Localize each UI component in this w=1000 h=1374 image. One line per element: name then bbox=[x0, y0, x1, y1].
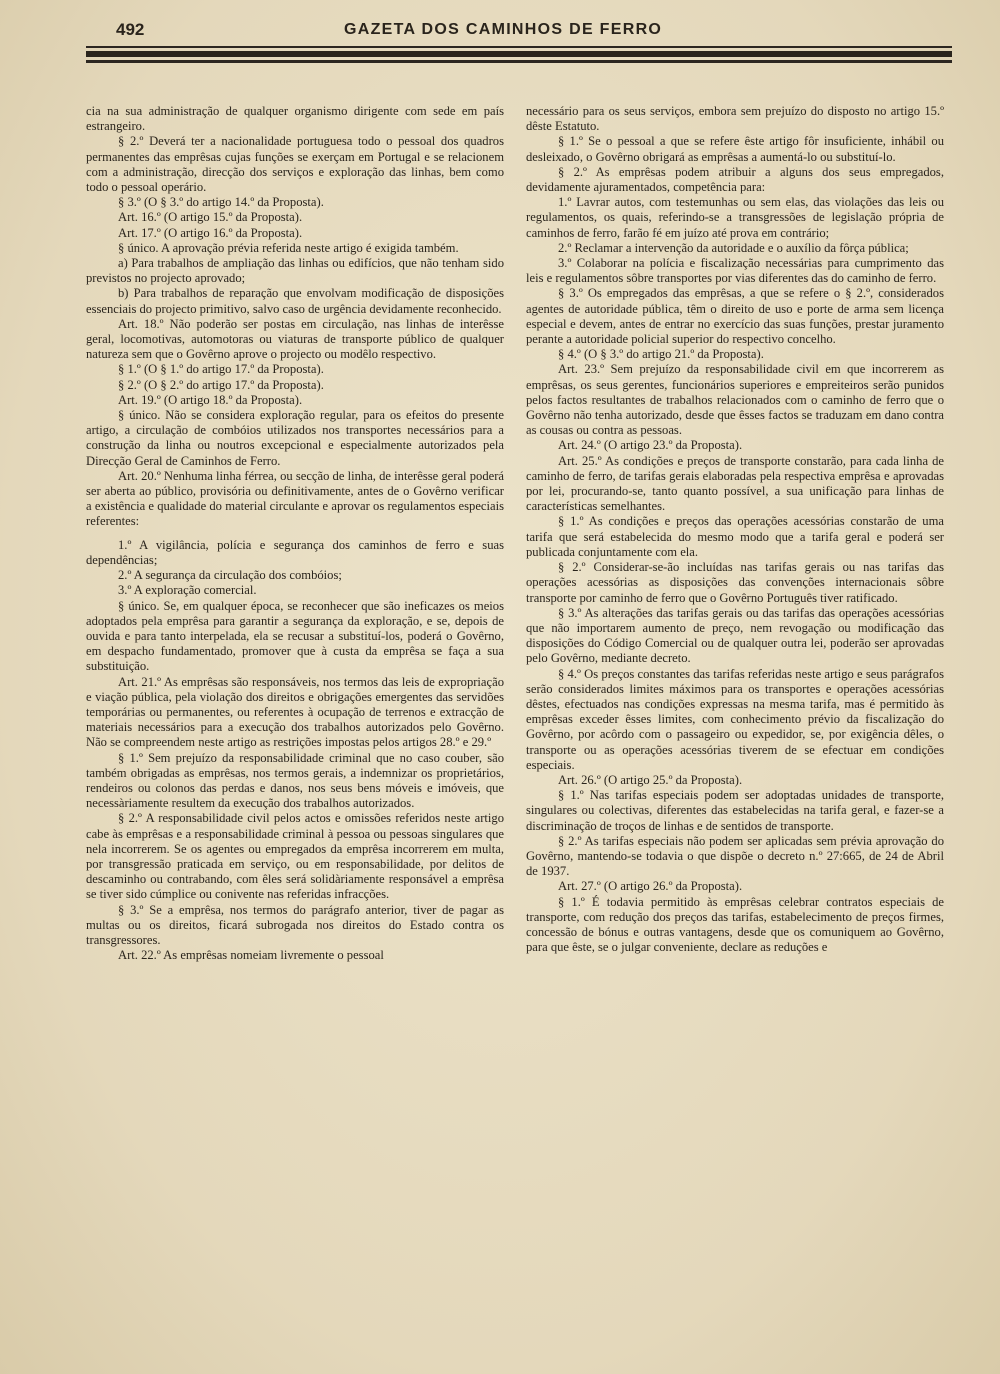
header-rule-bottom bbox=[86, 60, 952, 63]
paragraph: Art. 20.º Nenhuma linha férrea, ou secção de linha, de interêsse geral poderá ser aberta ao público, provisória ou definitivamente, antes de o Govêrno verificar a existência e qualidade do material circulante e aprovar os regulamentos especiais referentes: bbox=[86, 468, 504, 529]
paragraph: § único. Não se considera exploração regular, para os efeitos do presente artigo, a circulação de combóios utilizados nos transportes necessários para a construção da linha ou noutros excepcional e especialmente autorizados pela Direcção Geral de Caminhos de Ferro. bbox=[86, 408, 504, 468]
paragraph: § 4.º (O § 3.º do artigo 21.º da Proposta). bbox=[558, 347, 764, 362]
paragraph: § 2.º Deverá ter a nacionalidade portuguesa todo o pessoal dos quadros permanentes das emprêsas cujas funções se exerçam em Portugal e se relacionem com a administração, direcção dos serviços e exploração das linhas, bem como todo o pessoal operário. bbox=[86, 134, 504, 195]
paragraph: Art. 26.º (O artigo 25.º da Proposta). bbox=[558, 772, 743, 787]
paragraph: Art. 21.º As emprêsas são responsáveis, nos termos das leis de expropriação e viação pública, pela violação dos direitos e obrigações emergentes das servidões temporárias ou permanentes, ou referentes à ocupação de terrenos e extracção de materiais necessários para a execução dos trabalhos autorizados pelo Govêrno. Não se compreendem neste artigo as restrições impostas pelos artigos 28.º e 29.º bbox=[86, 674, 504, 750]
paragraph: § 1.º Se o pessoal a que se refere êste artigo fôr insuficiente, inhábil ou desleixado, o Govêrno obrigará as emprêsas a aumentá-lo ou substituí-lo. bbox=[526, 134, 944, 164]
paragraph: Art. 23.º Sem prejuízo da responsabilidade civil em que incorrerem as emprêsas, os seus gerentes, funcionários superiores e empreiteiros serão punidos pelos factos resultantes de trabalhos relacionados com o caminho de ferro que o Govêrno não tenha autorizado, desde que êsses factos se traduzam em dano contra as cousas ou contra as pessoas. bbox=[526, 362, 944, 438]
paragraph: § 1.º Nas tarifas especiais podem ser adoptadas unidades de transporte, singulares ou colectivas, diferentes das estabelecidas na tarifa geral, e fazer-se a discriminação de troços de linhas e de sentidos de transporte. bbox=[526, 788, 944, 833]
paragraph: § único. Se, em qualquer época, se reconhecer que são ineficazes os meios adoptados pela emprêsa para garantir a segurança da exploração, e se, depois de ouvida e para tanto interpelada, ela se recusar a substituí-los, poderá o Govêrno, em despacho fundamentado, promover que à custa da emprêsa se faça a sua substituição. bbox=[86, 598, 504, 674]
paragraph: § 2.º A responsabilidade civil pelos actos e omissões referidos neste artigo cabe às emprêsas e a responsabilidade criminal à pessoa ou pessoas singulares que nela incorrerem. Se os agentes ou empregados da emprêsa incorrerem em multa, por transgressão praticada em serviço, ou em responsabilidade, por delitos de descaminho ou contrabando, com êles será solidàriamente responsável a emprêsa se tiver sido cúmplice ou conivente nas referidas infracções. bbox=[86, 811, 504, 902]
page-number: 492 bbox=[116, 20, 145, 39]
paragraph: § 2.º As tarifas especiais não podem ser aplicadas sem prévia aprovação do Govêrno, mantendo-se todavia o que dispõe o decreto n.º 27:665, de 24 de Abril de 1937. bbox=[526, 833, 944, 879]
right-text-column bbox=[526, 104, 944, 955]
paragraph: cia na sua administração de qualquer organismo dirigente com sede em país estrangeiro. bbox=[86, 104, 504, 134]
paragraph: Art. 17.º (O artigo 16.º da Proposta). bbox=[118, 225, 303, 240]
paragraph: § 1.º Sem prejuízo da responsabilidade criminal que no caso couber, são também obrigadas as emprêsas, nos termos gerais, a indemnizar os proprietários, rendeiros ou colonos das perdas e danos, nos seus bens móveis e imóveis, que necessàriamente resultem da execução dos trabalhos autorizados. bbox=[86, 750, 504, 811]
paragraph-gap bbox=[86, 530, 504, 538]
paragraph: Art. 18.º Não poderão ser postas em circulação, nas linhas de interêsse geral, locomotivas, automotoras ou viaturas de transporte público de qualquer natureza sem que o Govêrno aprove o projecto ou modêlo respectivo. bbox=[86, 316, 504, 362]
paragraph: 1.º Lavrar autos, com testemunhas ou sem elas, das violações das leis ou regulamentos, os quais, referindo-se a transgressões de legislação própria de caminhos de ferro, farão fé em juízo até prova em contrário; bbox=[526, 195, 944, 240]
paragraph: 3.º A exploração comercial. bbox=[118, 583, 257, 598]
left-text-column bbox=[86, 104, 504, 963]
paragraph: § 3.º Os empregados das emprêsas, a que se refere o § 2.º, considerados agentes de autoridade pública, têm o direito de uso e porte de arma sem licença especial e devem, antes de entrar no exercício das suas funções, prestar juramento perante a autoridade policial superior do respectivo concelho. bbox=[526, 286, 944, 347]
header-rule-top bbox=[86, 46, 952, 48]
paragraph: § único. A aprovação prévia referida neste artigo é exigida também. bbox=[118, 240, 459, 255]
paragraph: Art. 22.º As emprêsas nomeiam livremente o pessoal bbox=[118, 948, 384, 963]
paragraph: § 1.º (O § 1.º do artigo 17.º da Proposta). bbox=[118, 362, 324, 377]
paragraph: b) Para trabalhos de reparação que envolvam modificação de disposições essenciais do projecto primitivo, salvo caso de urgência devidamente reconhecido. bbox=[86, 286, 504, 316]
paragraph: § 2.º As emprêsas podem atribuir a alguns dos seus empregados, devidamente ajuramentados, competência para: bbox=[526, 164, 944, 195]
paragraph: § 1.º As condições e preços das operações acessórias constarão de uma tarifa que será estabelecida do mesmo modo que a tarifa geral e poderá ser publicada conjuntamente com ela. bbox=[526, 514, 944, 559]
journal-title: GAZETA DOS CAMINHOS DE FERRO bbox=[344, 21, 663, 38]
page-header bbox=[86, 18, 948, 46]
paragraph: § 4.º Os preços constantes das tarifas referidas neste artigo e seus parágrafos serão considerados limites máximos para os transportes e operações acessórias dêstes, efectuados nas condições expressas na mesma tarifa, mas é permitido às emprêsas exceder êsses limites, com conhecimento prévio da fiscalização do Govêrno, por acôrdo com o passageiro ou expedidor, se, por exigência dêles, o transporte ou as operações acessórias tiverem de se efectuar em condições especiais. bbox=[526, 666, 944, 772]
paragraph: § 3.º As alterações das tarifas gerais ou das tarifas das operações acessórias que não importarem aumento de preço, nem revogação ou modificação das disposições do Código Comercial ou de qualquer outra lei, poderão ser aprovadas pelo Govêrno, mediante decreto. bbox=[526, 605, 944, 666]
paragraph: Art. 25.º As condições e preços de transporte constarão, para cada linha de caminho de ferro, de tarifas gerais elaboradas pela respectiva emprêsa e aprovadas por lei, procurando-se, tanto quanto possível, a sua unificação para linhas de características semelhantes. bbox=[526, 453, 944, 514]
paragraph: 2.º A segurança da circulação dos combóios; bbox=[118, 568, 342, 583]
paragraph: Art. 16.º (O artigo 15.º da Proposta). bbox=[118, 210, 303, 225]
paragraph: § 2.º Considerar-se-ão incluídas nas tarifas gerais ou nas tarifas das operações acessórias as disposições das convenções internacionais sôbre transporte por caminho de ferro que o Govêrno Português tiver ratificado. bbox=[526, 560, 944, 605]
header-rule-middle bbox=[86, 51, 952, 57]
paragraph: Art. 19.º (O artigo 18.º da Proposta). bbox=[118, 392, 303, 407]
paragraph: Art. 24.º (O artigo 23.º da Proposta). bbox=[558, 438, 743, 453]
paragraph: Art. 27.º (O artigo 26.º da Proposta). bbox=[558, 879, 743, 894]
paragraph: § 1.º É todavia permitido às emprêsas celebrar contratos especiais de transporte, com redução dos preços das tarifas, estabelecimento de preços firmes, concessão de bónus e outras vantagens, desde que os comuniquem ao Govêrno, para que êste, se o julgar conveniente, declare as reduções e bbox=[526, 894, 944, 955]
paragraph: 1.º A vigilância, polícia e segurança dos caminhos de ferro e suas dependências; bbox=[86, 537, 504, 567]
paragraph: 3.º Colaborar na polícia e fiscalização necessárias para cumprimento das leis e regulamentos sôbre transportes por vias diferentes das do caminho de ferro. bbox=[526, 256, 944, 286]
paragraph: a) Para trabalhos de ampliação das linhas ou edifícios, que não tenham sido previstos no projecto aprovado; bbox=[86, 256, 504, 286]
paragraph: § 2.º (O § 2.º do artigo 17.º da Proposta). bbox=[118, 377, 324, 392]
paragraph: § 3.º (O § 3.º do artigo 14.º da Proposta). bbox=[118, 195, 324, 210]
paragraph: 2.º Reclamar a intervenção da autoridade e o auxílio da fôrça pública; bbox=[558, 240, 909, 255]
paragraph: § 3.º Se a emprêsa, nos termos do parágrafo anterior, tiver de pagar as multas ou os direitos, ficará subrogada nos direitos do Estado contra os transgressores. bbox=[86, 902, 504, 947]
paragraph: necessário para os seus serviços, embora sem prejuízo do disposto no artigo 15.º dêste Estatuto. bbox=[526, 104, 944, 134]
